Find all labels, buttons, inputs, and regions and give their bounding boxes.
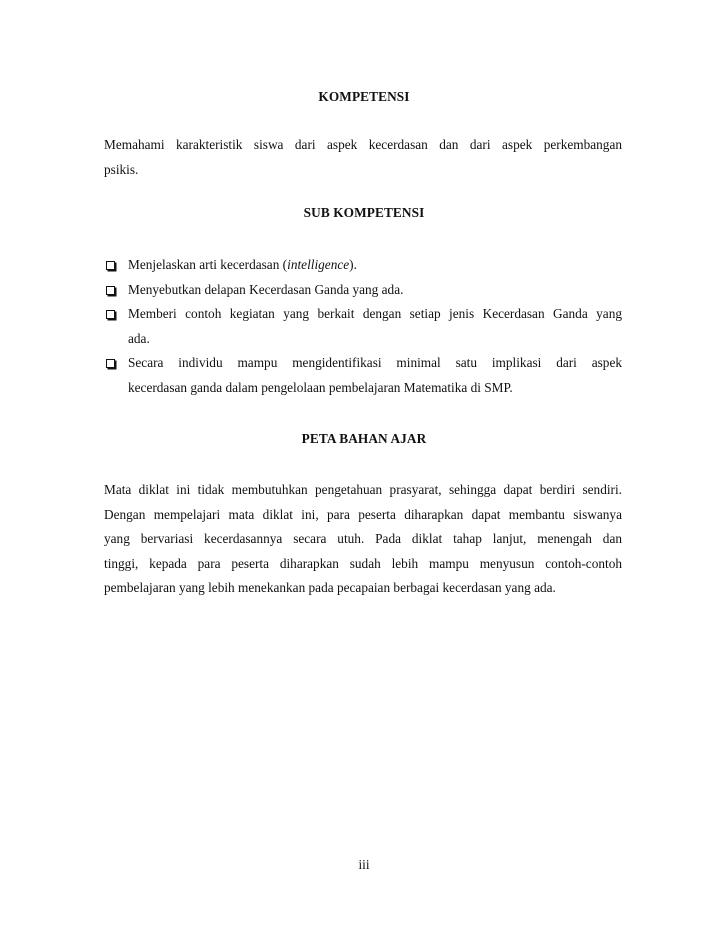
checkbox-bullet-icon <box>106 310 115 319</box>
paragraph-line: Dengan mempelajari mata diklat ini, para peserta diharapkan dapat membantu siswanya <box>104 506 622 522</box>
heading-sub-kompetensi: SUB KOMPETENSI <box>303 205 425 220</box>
list-item <box>104 253 622 278</box>
sub-kompetensi-list <box>104 253 622 401</box>
checkbox-bullet-icon <box>106 286 115 295</box>
paragraph-kompetensi <box>104 133 622 182</box>
paragraph-line: psikis. <box>104 161 139 177</box>
italic-term: intelligence <box>287 257 350 272</box>
heading-kompetensi: KOMPETENSI <box>318 89 410 104</box>
paragraph-line: tinggi, kepada para peserta diharapkan sudah lebih mampu menyusun contoh-contoh <box>104 555 622 571</box>
checkbox-bullet-icon <box>106 261 115 270</box>
list-item-text: Menjelaskan arti kecerdasan (intelligence). <box>128 257 357 272</box>
list-item-text: Secara individu mampu mengidentifikasi minimal satu implikasi dari aspek <box>128 355 622 371</box>
list-item-text: Memberi contoh kegiatan yang berkait dengan setiap jenis Kecerdasan Ganda yang <box>128 306 622 322</box>
paragraph-line: pembelajaran yang lebih menekankan pada pecapaian berbagai kecerdasan yang ada. <box>104 580 556 596</box>
list-item-text: ada. <box>128 330 150 346</box>
list-item <box>104 302 622 351</box>
list-item <box>104 351 622 400</box>
checkbox-bullet-icon <box>106 359 115 368</box>
paragraph-peta-bahan-ajar <box>104 478 622 601</box>
list-item <box>104 278 622 303</box>
list-item-text: kecerdasan ganda dalam pengelolaan pembelajaran Matematika di SMP. <box>128 379 513 395</box>
heading-peta-bahan-ajar: PETA BAHAN AJAR <box>301 431 427 446</box>
paragraph-line: yang bervariasi kecerdasannya secara utuh. Pada diklat tahap lanjut, menengah dan <box>104 531 622 547</box>
paragraph-line: Memahami karakteristik siswa dari aspek kecerdasan dan dari aspek perkembangan <box>104 137 622 152</box>
paragraph-line: Mata diklat ini tidak membutuhkan pengetahuan prasyarat, sehingga dapat berdiri sendiri. <box>104 482 622 497</box>
list-item-text: Menyebutkan delapan Kecerdasan Ganda yang ada. <box>128 281 404 297</box>
page-number: iii <box>358 857 370 872</box>
